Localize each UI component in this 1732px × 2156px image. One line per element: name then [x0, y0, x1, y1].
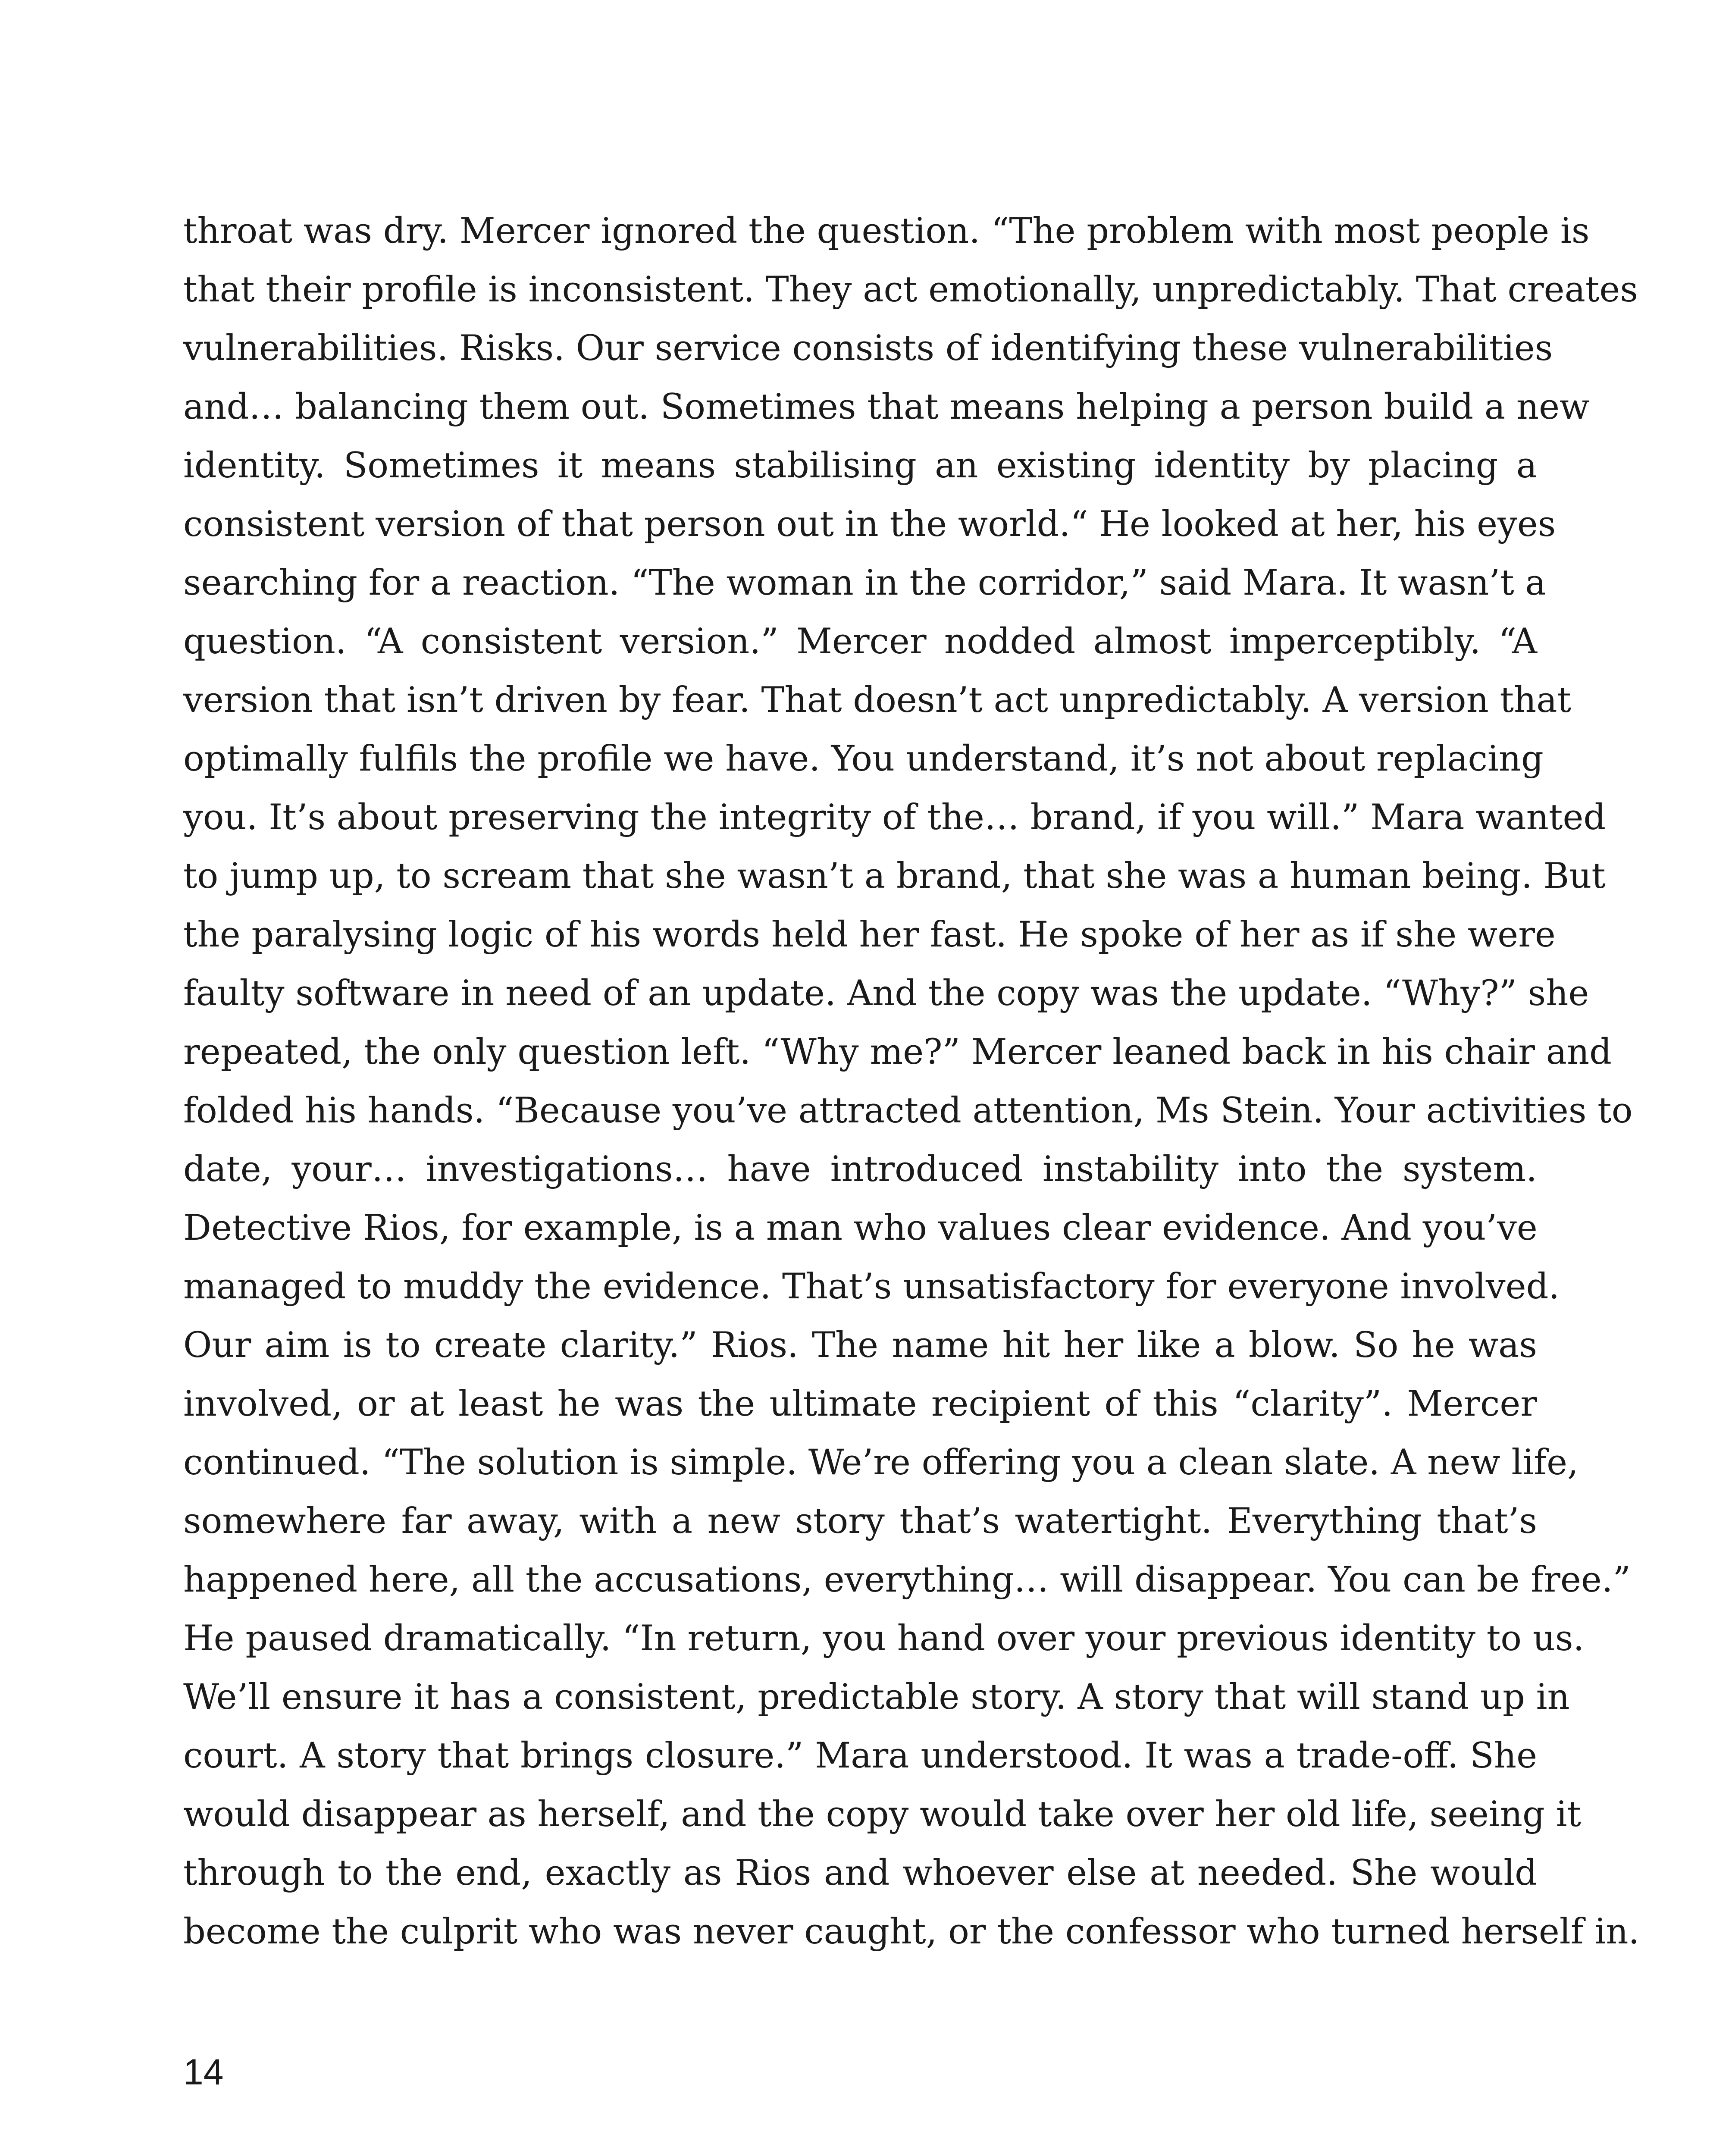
text-line: throat was dry. Mercer ignored the question. “The problem with most people is — [183, 211, 1590, 251]
text-line: managed to muddy the evidence. That’s unsatisfactory for everyone involved. — [183, 1266, 1560, 1307]
text-line: searching for a reaction. “The woman in the corridor,” said Mara. It wasn’t a — [183, 563, 1546, 603]
text-line: vulnerabilities. Risks. Our service consists of identifying these vulnerabilities — [183, 328, 1553, 369]
text-line: identity. Sometimes it means stabilising an existing identity by placing a — [183, 445, 1537, 486]
text-line: date, your… investigations… have introduced instability into the system. — [183, 1149, 1537, 1190]
text-line: involved, or at least he was the ultimate recipient of this “clarity”. Mercer — [183, 1384, 1537, 1424]
text-line: would disappear as herself, and the copy would take over her old life, seeing it — [183, 1794, 1582, 1835]
text-line: happened here, all the accusations, everything… will disappear. You can be free.” — [183, 1560, 1631, 1600]
text-line: repeated, the only question left. “Why me?” Mercer leaned back in his chair and — [183, 1032, 1612, 1072]
text-line: and… balancing them out. Sometimes that means helping a person build a new — [183, 387, 1590, 427]
text-line: somewhere far away, with a new story that’s watertight. Everything that’s — [183, 1501, 1537, 1542]
body-text — [183, 202, 1640, 1961]
text-line: to jump up, to scream that she wasn’t a brand, that she was a human being. But — [183, 856, 1606, 896]
text-line: consistent version of that person out in the world.“ He looked at her, his eyes — [183, 504, 1556, 545]
text-line: Detective Rios, for example, is a man who values clear evidence. And you’ve — [183, 1208, 1538, 1248]
text-line: you. It’s about preserving the integrity of the… brand, if you will.” Mara wanted — [183, 797, 1606, 838]
text-line: Our aim is to create clarity.” Rios. The name hit her like a blow. So he was — [183, 1325, 1537, 1366]
text-line: that their profile is inconsistent. They act emotionally, unpredictably. That creates — [183, 270, 1638, 310]
text-line: He paused dramatically. “In return, you hand over your previous identity to us. — [183, 1618, 1585, 1659]
text-line: faulty software in need of an update. And the copy was the update. “Why?” she — [183, 973, 1589, 1014]
text-line: question. “A consistent version.” Mercer nodded almost imperceptibly. “A — [183, 621, 1537, 662]
text-line: court. A story that brings closure.” Mara understood. It was a trade-off. She — [183, 1736, 1537, 1776]
text-line: We’ll ensure it has a consistent, predictable story. A story that will stand up in — [183, 1677, 1570, 1717]
text-line: optimally fulfils the profile we have. You understand, it’s not about replacing — [183, 739, 1544, 779]
text-line: continued. “The solution is simple. We’re offering you a clean slate. A new life, — [183, 1442, 1579, 1483]
text-line: folded his hands. “Because you’ve attracted attention, Ms Stein. Your activities to — [183, 1091, 1633, 1131]
page-number: 14 — [183, 2052, 224, 2092]
text-line: through to the end, exactly as Rios and whoever else at needed. She would — [183, 1853, 1537, 1893]
text-line: version that isn’t driven by fear. That doesn’t act unpredictably. A version that — [183, 680, 1572, 721]
text-line: the paralysing logic of his words held her fast. He spoke of her as if she were — [183, 915, 1556, 955]
text-line: become the culprit who was never caught, or the confessor who turned herself in. — [183, 1912, 1640, 1952]
